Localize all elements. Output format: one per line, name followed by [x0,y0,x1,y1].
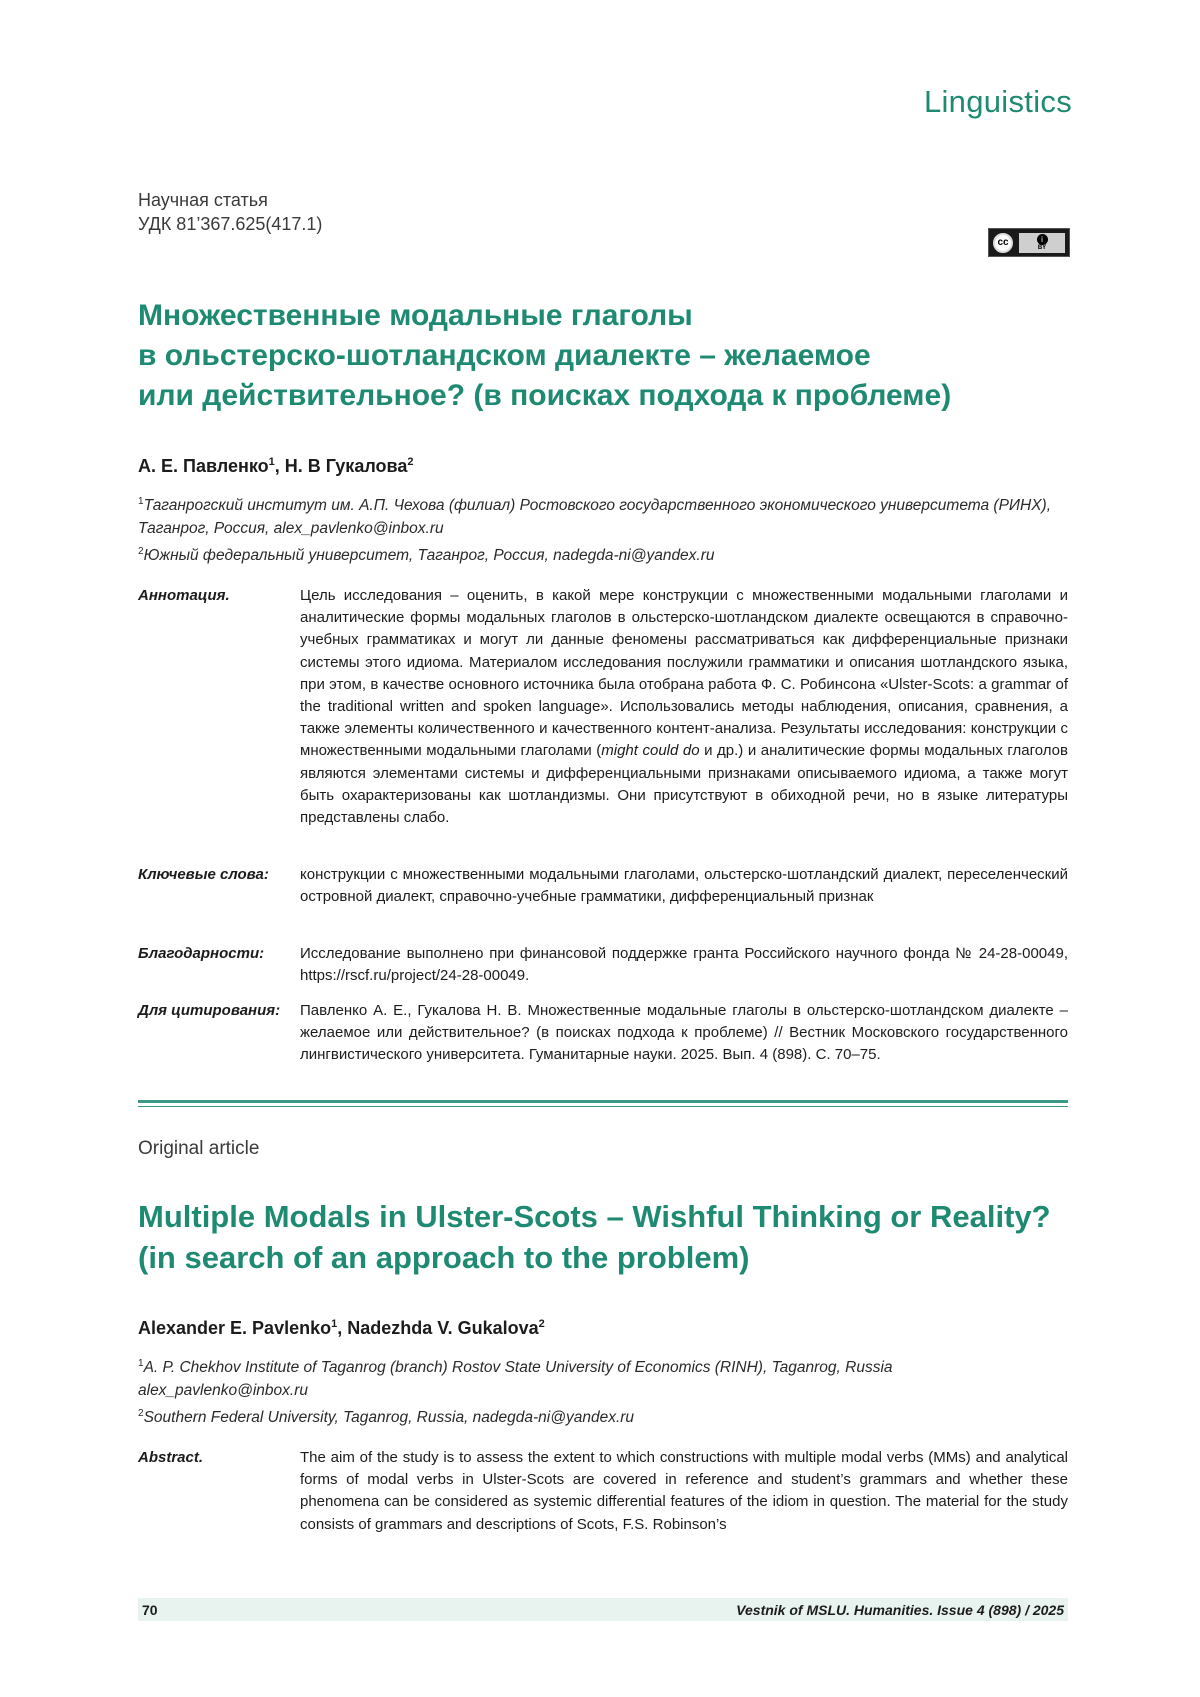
by-label: BY [1038,245,1046,252]
attribution-person-icon: i [1037,234,1048,245]
author-sup: 1 [269,456,275,468]
author-name: Н. В Гукалова [285,456,408,476]
authors-ru [138,456,414,477]
section-divider [138,1100,1068,1103]
title-ru-line: Множественные модальные глаголы [138,296,1078,336]
article-type-en: Original article [138,1138,259,1160]
keywords-label: Ключевые слова: [138,864,300,908]
citation-text: Павленко А. Е., Гукалова Н. В. Множественные модальные глаголы в ольстерско-шотландском диалекте – желаемое или действительное? (в поисках подхода к проблеме) // Вестник Московского государственного лингвистического университета. Гуманитарные науки. 2025. Вып. 4 (898). С. 70–75. [300,1000,1068,1067]
abstract-ru-italic: might could do [601,742,699,759]
title-ru-line: в ольстерско-шотландском диалекте – желаемое [138,336,1078,376]
article-title-en [138,1196,1078,1278]
affiliation-text: A. P. Chekhov Institute of Taganrog (branch) Rostov State University of Economics (RINH), Taganrog, Russia alex_pavlenko@inbox.ru [138,1359,893,1399]
citation-label: Для цитирования: [138,1000,300,1067]
keywords-text: конструкции с множественными модальными глаголами, ольстерско-шотландский диалект, переселенческий островной диалект, справочно-учебные грамматики, дифференциальный признак [300,864,1068,908]
affiliations-ru [138,490,1068,567]
author-separator: , [275,456,285,476]
affiliation-sup: 1 [138,1358,144,1369]
udk-code: УДК 81’367.625(417.1) [138,214,322,235]
affiliation-sup: 1 [138,496,144,507]
keywords-ru [138,864,1068,908]
section-divider-thin [138,1106,1068,1107]
section-label: Linguistics [924,84,1072,120]
acknowledgements-text: Исследование выполнено при финансовой поддержке гранта Российского научного фонда № 24-28-00049, https://rscf.ru/project/24-28-00049. [300,943,1068,987]
article-title-ru [138,296,1078,416]
author-name: А. Е. Павленко [138,456,269,476]
affiliation [138,540,1068,567]
author-separator: , [337,1318,347,1338]
affiliation-text: Southern Federal University, Taganrog, Russia, nadegda-ni@yandex.ru [144,1409,634,1426]
affiliation-text: Таганрогский институт им. А.П. Чехова (филиал) Ростовского государственного экономического университета (РИНХ), Таганрог, Россия, alex_pavlenko@inbox.ru [138,497,1051,537]
page-number: 70 [142,1602,158,1618]
affiliation-sup: 2 [138,1408,144,1419]
affiliation [138,1402,938,1429]
abstract-en [138,1447,1068,1536]
abstract-ru-part: Цель исследования – оценить, в какой мере конструкции с множественными модальными глаголами и аналитические формы модальных глаголов в ольстерско-шотландском диалекте освещаются в справочно-учебных грамматиках и могут ли данные феномены рассматриваться как дифференциальные признаки системы этого идиома. Материалом исследования послужили грамматики и описания шотландского языка, при этом, в качестве основного источника была отобрана работа Ф. С. Робинсона «Ulster-Scots: a grammar of the traditional written and spoken language». Использовались методы наблюдения, описания, сравнения, а также элементы количественного и качественного контент-анализа. Результаты исследования: конструкции с множественными модальными глаголами ( [300,587,1068,759]
cc-icon: cc [993,233,1013,253]
affiliation-text: Южный федеральный университет, Таганрог, Россия, nadegda-ni@yandex.ru [144,547,715,564]
author-name: Nadezhda V. Gukalova [347,1318,538,1338]
abstract-en-label: Abstract. [138,1447,300,1536]
author-sup: 1 [331,1318,337,1330]
author-sup: 2 [539,1318,545,1330]
page-footer [138,1598,1068,1621]
article-type-ru: Научная статья [138,190,268,211]
abstract-ru [138,585,1068,829]
abstract-en-text: The aim of the study is to assess the extent to which constructions with multiple modal verbs (MMs) and analytical forms of modal verbs in Ulster-Scots are covered in reference and student’s grammars and whether these phenomena can be considered as systemic differential features of the idiom in question. The material for the study consists of grammars and descriptions of Scots, F.S. Robinson’s [300,1447,1068,1536]
authors-en [138,1318,545,1339]
title-en-line: (in search of an approach to the problem) [138,1237,1078,1278]
by-icon [1019,233,1065,253]
affiliations-en [138,1352,938,1429]
author-sup: 2 [407,456,413,468]
title-ru-line: или действительное? (в поисках подхода к проблеме) [138,376,1078,416]
abstract-ru-text [300,585,1068,829]
journal-reference: Vestnik of MSLU. Humanities. Issue 4 (898) / 2025 [736,1602,1064,1618]
cc-by-license-icon [988,228,1070,257]
affiliation-sup: 2 [138,546,144,557]
citation-ru [138,1000,1068,1067]
affiliation [138,1352,938,1402]
acknowledgements-ru [138,943,1068,987]
author-name: Alexander E. Pavlenko [138,1318,331,1338]
abstract-ru-part: и др.) и аналитические формы модальных глаголов являются элементами системы и дифференциальными признаками описываемого идиома, а также могут быть охарактеризованы как шотландизмы. Они присутствуют в обиходной речи, но в языке литературы представлены слабо. [300,742,1068,826]
abstract-ru-label: Аннотация. [138,585,300,829]
acknowledgements-label: Благодарности: [138,943,300,987]
title-en-line: Multiple Modals in Ulster-Scots – Wishful Thinking or Reality? [138,1196,1078,1237]
affiliation [138,490,1068,540]
